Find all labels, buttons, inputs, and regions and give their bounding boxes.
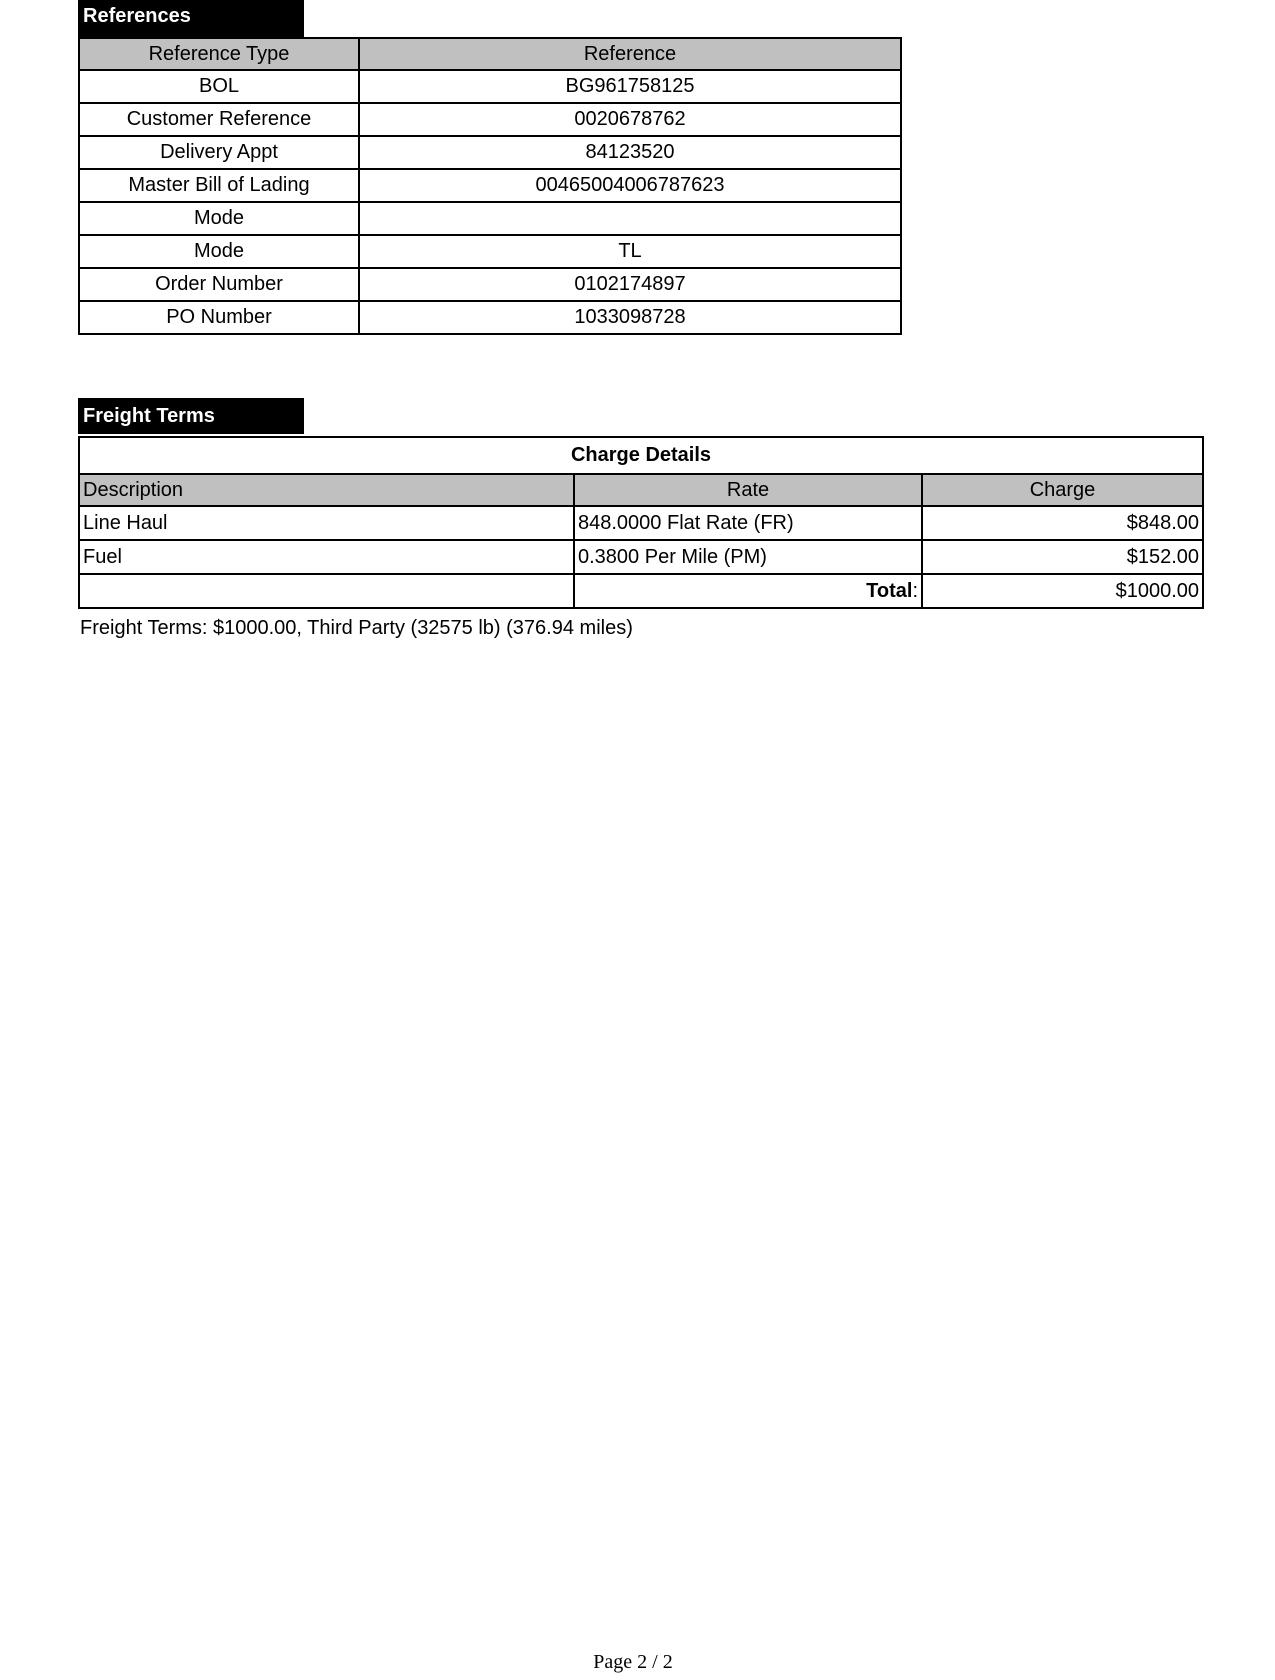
reference-type-cell: Mode	[79, 235, 359, 268]
table-row	[79, 301, 901, 334]
charge-description-cell: Line Haul	[79, 506, 574, 540]
table-row	[79, 103, 901, 136]
freight-terms-section-header: Freight Terms	[78, 398, 304, 434]
table-row	[79, 235, 901, 268]
reference-value-cell	[359, 202, 901, 235]
reference-type-cell: Delivery Appt	[79, 136, 359, 169]
references-header-row	[79, 38, 901, 70]
reference-value-cell: 1033098728	[359, 301, 901, 334]
total-label-cell	[574, 574, 922, 608]
total-value-cell: $1000.00	[922, 574, 1203, 608]
total-label: Total	[866, 579, 913, 602]
references-table	[78, 37, 902, 335]
charge-details-table	[78, 436, 1204, 609]
page-number: Page 2 / 2	[593, 1651, 673, 1673]
reference-type-cell: Master Bill of Lading	[79, 169, 359, 202]
column-header-description: Description	[79, 474, 574, 506]
total-row	[79, 574, 1203, 608]
column-header-reference: Reference	[359, 38, 901, 70]
charge-description-cell: Fuel	[79, 540, 574, 574]
charge-amount-cell: $848.00	[922, 506, 1203, 540]
column-header-rate: Rate	[574, 474, 922, 506]
table-row	[79, 169, 901, 202]
reference-type-cell: Customer Reference	[79, 103, 359, 136]
freight-terms-summary: Freight Terms: $1000.00, Third Party (32575 lb) (376.94 miles)	[80, 617, 633, 639]
reference-type-cell: Order Number	[79, 268, 359, 301]
reference-value-cell: 84123520	[359, 136, 901, 169]
charge-details-title-row	[79, 437, 1203, 474]
reference-type-cell: PO Number	[79, 301, 359, 334]
table-row	[79, 506, 1203, 540]
reference-value-cell: BG961758125	[359, 70, 901, 103]
reference-value-cell: 00465004006787623	[359, 169, 901, 202]
table-row	[79, 540, 1203, 574]
reference-type-cell: BOL	[79, 70, 359, 103]
charge-details-title: Charge Details	[79, 437, 1203, 474]
charge-amount-cell: $152.00	[922, 540, 1203, 574]
total-empty-cell	[79, 574, 574, 608]
table-row	[79, 136, 901, 169]
table-row	[79, 268, 901, 301]
references-section-header: References	[78, 0, 304, 37]
charge-rate-cell: 848.0000 Flat Rate (FR)	[574, 506, 922, 540]
reference-type-cell: Mode	[79, 202, 359, 235]
table-row	[79, 70, 901, 103]
reference-value-cell: TL	[359, 235, 901, 268]
reference-value-cell: 0020678762	[359, 103, 901, 136]
column-header-charge: Charge	[922, 474, 1203, 506]
column-header-reference-type: Reference Type	[79, 38, 359, 70]
table-row	[79, 202, 901, 235]
total-colon: :	[912, 579, 918, 602]
charge-rate-cell: 0.3800 Per Mile (PM)	[574, 540, 922, 574]
charge-header-row	[79, 474, 1203, 506]
reference-value-cell: 0102174897	[359, 268, 901, 301]
